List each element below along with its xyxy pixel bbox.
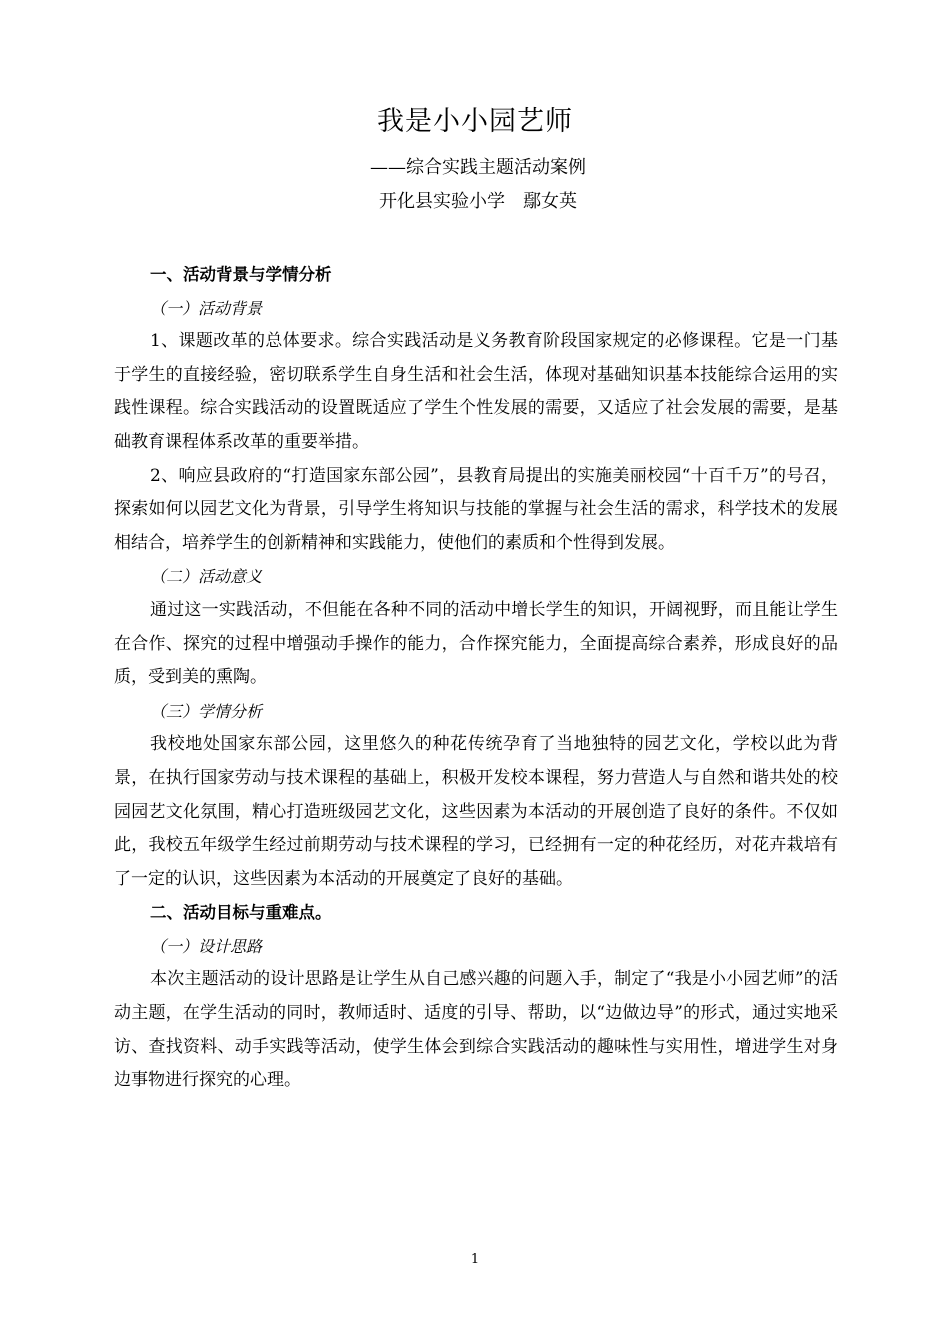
author-line: 开化县实验小学 鄢女英 [379,191,577,212]
paragraph: 我校地处国家东部公园，这里悠久的种花传统孕育了当地独特的园艺文化，学校以此为背景，在执行国家劳动与技术课程的基础上，积极开发校本课程，努力营造人与自然和谐共处的校园园艺文化氛围，精心打造班级园艺文化，这些因素为本活动的开展创造了良好的条件。不仅如此，我校五年级学生经过前期劳动与技术课程的学习，已经拥有一定的种花经历，对花卉栽培有了一定的认识，这些因素为本活动的开展奠定了良好的基础。 [114,734,838,889]
paragraph: 2、响应县政府的“打造国家东部公园”，县教育局提出的实施美丽校园“十百千万”的号召，探索如何以园艺文化为背景，引导学生将知识与技能的掌握与社会生活的需求，科学技术的发展相结合，培养学生的创新精神和实践能力，使他们的素质和个性得到发展。 [114,465,838,553]
paragraph: 本次主题活动的设计思路是让学生从自己感兴趣的问题入手，制定了“我是小小园艺师”的活动主题，在学生活动的同时，教师适时、适度的引导、帮助，以“边做边导”的形式，通过实地采访、查找资料、动手实践等活动，使学生体会到综合实践活动的趣味性与实用性，增进学生对身边事物进行探究的心理。 [114,969,838,1091]
section-heading: 二、活动目标与重难点。 [150,903,332,923]
page-number: 1 [470,1252,480,1267]
subsection-heading: （二）活动意义 [150,567,263,587]
subsection-heading: （一）活动背景 [150,298,263,318]
paragraph: 通过这一实践活动，不但能在各种不同的活动中增长学生的知识，开阔视野，而且能让学生在合作、探究的过程中增强动手操作的能力，合作探究能力，全面提高综合素养，形成良好的品质，受到美的熏陶。 [114,599,838,688]
document-subtitle: ——综合实践主题活动案例 [370,157,586,178]
paragraph: 1、课题改革的总体要求。综合实践活动是义务教育阶段国家规定的必修课程。它是一门基于学生的直接经验，密切联系学生自身生活和社会生活，体现对基础知识基本技能综合运用的实践性课程。综合实践活动的设置既适应了学生个性发展的需要，又适应了社会发展的需要，是基础教育课程体系改革的重要举措。 [114,331,838,452]
document-title: 我是小小园艺师 [377,106,573,137]
section-heading: 一、活动背景与学情分析 [150,265,332,284]
document-body [114,258,838,1098]
subsection-heading: （一）设计思路 [150,936,263,956]
subsection-heading: （三）学情分析 [150,701,263,721]
